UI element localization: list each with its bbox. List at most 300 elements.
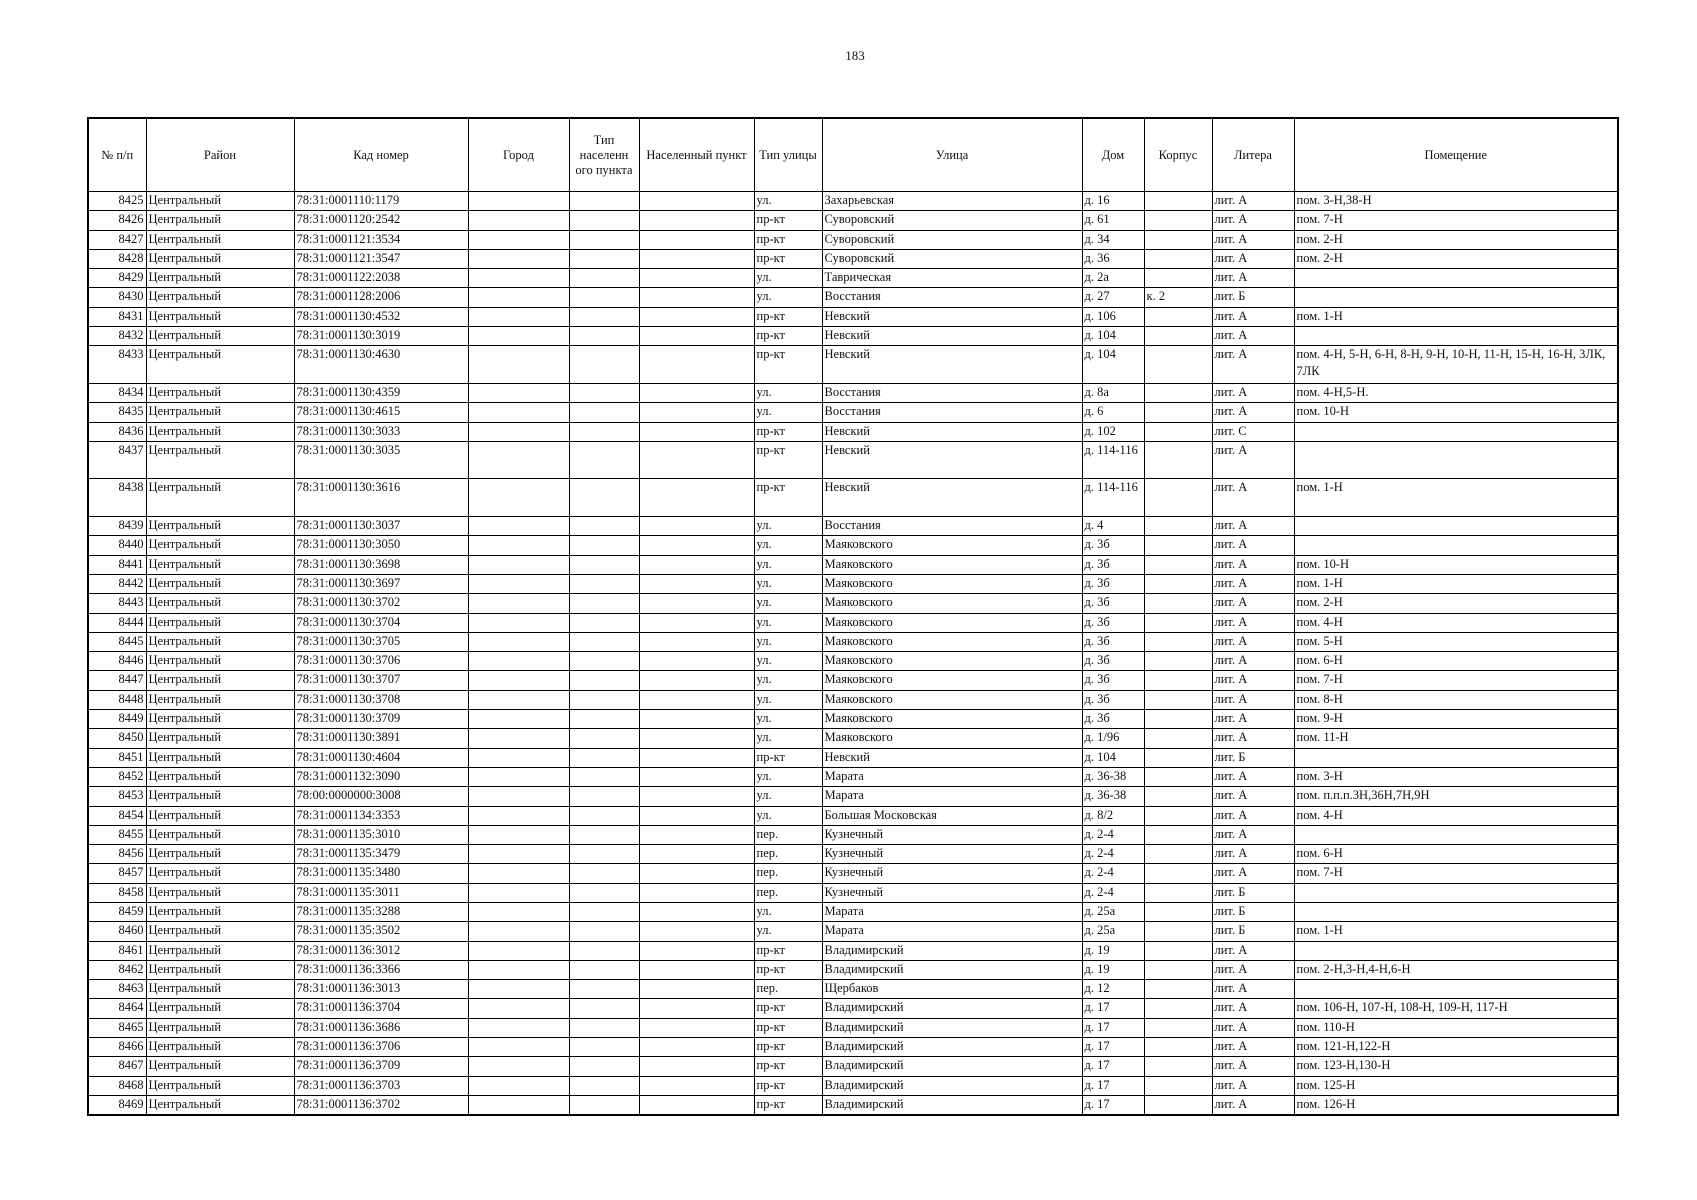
cell-settlement-type (569, 613, 639, 632)
table-row (88, 192, 1618, 211)
cell-district: Центральный (146, 883, 294, 902)
cell-street: Невский (822, 441, 1082, 479)
cell-street-type: ул. (754, 729, 822, 748)
table-row (88, 748, 1618, 767)
cell-house: д. 3б (1082, 671, 1144, 690)
cell-street-type: пр-кт (754, 941, 822, 960)
cell-street-type: пр-кт (754, 1076, 822, 1095)
cell-settlement (639, 729, 754, 748)
cell-street-type: ул. (754, 710, 822, 729)
cell-house: д. 17 (1082, 999, 1144, 1018)
cell-cadastral: 78:31:0001130:3705 (294, 632, 468, 651)
cell-settlement (639, 825, 754, 844)
table-row (88, 346, 1618, 384)
cell-cadastral: 78:31:0001130:3035 (294, 441, 468, 479)
cell-premises: пом. 4-Н (1294, 613, 1618, 632)
cell-city (468, 517, 569, 536)
cell-district: Центральный (146, 825, 294, 844)
cell-settlement (639, 748, 754, 767)
cell-letter: лит. А (1212, 941, 1294, 960)
header-settlement-type: Тип населенн ого пункта (569, 118, 639, 192)
cell-settlement (639, 767, 754, 786)
cell-street-type: пр-кт (754, 960, 822, 979)
cell-settlement (639, 902, 754, 921)
cell-building (1144, 327, 1212, 346)
cell-district: Центральный (146, 230, 294, 249)
cell-building (1144, 671, 1212, 690)
cell-district: Центральный (146, 594, 294, 613)
cell-premises (1294, 327, 1618, 346)
cell-letter: лит. А (1212, 555, 1294, 574)
cell-district: Центральный (146, 1018, 294, 1037)
header-city: Город (468, 118, 569, 192)
cell-settlement (639, 1095, 754, 1115)
cell-street: Маяковского (822, 729, 1082, 748)
cell-city (468, 574, 569, 593)
cell-settlement-type (569, 536, 639, 555)
table-row (88, 690, 1618, 709)
cell-house: д. 3б (1082, 613, 1144, 632)
cell-settlement-type (569, 383, 639, 402)
cell-house: д. 16 (1082, 192, 1144, 211)
cell-cadastral: 78:31:0001136:3704 (294, 999, 468, 1018)
cell-num: 8447 (88, 671, 146, 690)
cell-street-type: пер. (754, 980, 822, 999)
cell-house: д. 17 (1082, 1076, 1144, 1095)
cell-city (468, 748, 569, 767)
cell-city (468, 536, 569, 555)
cell-num: 8441 (88, 555, 146, 574)
cell-building (1144, 403, 1212, 422)
cell-building (1144, 441, 1212, 479)
cell-building (1144, 211, 1212, 230)
cell-house: д. 17 (1082, 1095, 1144, 1115)
table-row (88, 249, 1618, 268)
table-row (88, 211, 1618, 230)
cell-cadastral: 78:31:0001130:3616 (294, 479, 468, 517)
table-row (88, 1076, 1618, 1095)
cell-building (1144, 690, 1212, 709)
cell-premises (1294, 517, 1618, 536)
cell-street-type: пр-кт (754, 1095, 822, 1115)
cell-house: д. 36 (1082, 249, 1144, 268)
cell-building (1144, 1018, 1212, 1037)
cell-premises: пом. 121-Н,122-Н (1294, 1038, 1618, 1057)
cell-house: д. 114-116 (1082, 479, 1144, 517)
table-row (88, 307, 1618, 326)
header-letter: Литера (1212, 118, 1294, 192)
cell-street-type: пр-кт (754, 249, 822, 268)
cell-house: д. 2-4 (1082, 864, 1144, 883)
cell-street: Большая Московская (822, 806, 1082, 825)
cell-cadastral: 78:31:0001136:3706 (294, 1038, 468, 1057)
cell-premises: пом. 1-Н (1294, 307, 1618, 326)
cell-settlement-type (569, 806, 639, 825)
cell-premises: пом. 4-Н, 5-Н, 6-Н, 8-Н, 9-Н, 10-Н, 11-Н, 15-Н, 16-Н, 3ЛК, 7ЛК (1294, 346, 1618, 384)
cell-settlement (639, 1057, 754, 1076)
cell-street-type: пр-кт (754, 211, 822, 230)
registry-table (87, 117, 1619, 1116)
cell-house: д. 2-4 (1082, 825, 1144, 844)
cell-cadastral: 78:31:0001130:3706 (294, 652, 468, 671)
cell-house: д. 3б (1082, 710, 1144, 729)
cell-street: Марата (822, 787, 1082, 806)
cell-street-type: ул. (754, 288, 822, 307)
cell-num: 8453 (88, 787, 146, 806)
cell-cadastral: 78:31:0001122:2038 (294, 269, 468, 288)
cell-settlement-type (569, 211, 639, 230)
cell-premises: пом. 9-Н (1294, 710, 1618, 729)
cell-cadastral: 78:31:0001135:3011 (294, 883, 468, 902)
cell-city (468, 1076, 569, 1095)
cell-city (468, 960, 569, 979)
cell-street-type: ул. (754, 806, 822, 825)
cell-building (1144, 960, 1212, 979)
cell-district: Центральный (146, 403, 294, 422)
cell-letter: лит. А (1212, 806, 1294, 825)
table-row (88, 574, 1618, 593)
cell-building (1144, 230, 1212, 249)
table-row (88, 269, 1618, 288)
cell-num: 8433 (88, 346, 146, 384)
cell-street: Владимирский (822, 1095, 1082, 1115)
cell-letter: лит. А (1212, 517, 1294, 536)
cell-num: 8460 (88, 922, 146, 941)
cell-letter: лит. Б (1212, 748, 1294, 767)
cell-street-type: ул. (754, 574, 822, 593)
cell-settlement (639, 980, 754, 999)
cell-house: д. 12 (1082, 980, 1144, 999)
cell-house: д. 104 (1082, 748, 1144, 767)
cell-cadastral: 78:31:0001130:4359 (294, 383, 468, 402)
cell-district: Центральный (146, 307, 294, 326)
cell-street: Маяковского (822, 690, 1082, 709)
cell-street: Маяковского (822, 536, 1082, 555)
cell-settlement-type (569, 403, 639, 422)
cell-city (468, 690, 569, 709)
header-settlement: Населенный пункт (639, 118, 754, 192)
cell-num: 8450 (88, 729, 146, 748)
cell-settlement-type (569, 288, 639, 307)
cell-premises: пом. 7-Н (1294, 864, 1618, 883)
cell-premises: пом. 5-Н (1294, 632, 1618, 651)
cell-cadastral: 78:31:0001121:3534 (294, 230, 468, 249)
cell-num: 8440 (88, 536, 146, 555)
cell-city (468, 269, 569, 288)
cell-street: Марата (822, 922, 1082, 941)
table-row (88, 536, 1618, 555)
cell-premises: пом. 126-Н (1294, 1095, 1618, 1115)
cell-city (468, 1038, 569, 1057)
cell-city (468, 767, 569, 786)
cell-street: Маяковского (822, 574, 1082, 593)
cell-settlement-type (569, 787, 639, 806)
cell-num: 8426 (88, 211, 146, 230)
cell-settlement (639, 1038, 754, 1057)
cell-cadastral: 78:31:0001135:3480 (294, 864, 468, 883)
cell-house: д. 3б (1082, 536, 1144, 555)
cell-num: 8430 (88, 288, 146, 307)
cell-premises: пом. 7-Н (1294, 671, 1618, 690)
table-row (88, 613, 1618, 632)
cell-district: Центральный (146, 864, 294, 883)
cell-street: Невский (822, 422, 1082, 441)
table-row (88, 902, 1618, 921)
cell-cadastral: 78:31:0001134:3353 (294, 806, 468, 825)
cell-letter: лит. А (1212, 211, 1294, 230)
cell-settlement-type (569, 517, 639, 536)
cell-street-type: пер. (754, 864, 822, 883)
cell-settlement (639, 574, 754, 593)
cell-settlement-type (569, 1076, 639, 1095)
cell-district: Центральный (146, 536, 294, 555)
cell-num: 8442 (88, 574, 146, 593)
cell-premises: пом. 123-Н,130-Н (1294, 1057, 1618, 1076)
cell-city (468, 192, 569, 211)
header-row (88, 118, 1618, 192)
cell-city (468, 307, 569, 326)
cell-num: 8431 (88, 307, 146, 326)
cell-street: Маяковского (822, 652, 1082, 671)
cell-settlement-type (569, 594, 639, 613)
cell-settlement-type (569, 922, 639, 941)
cell-street: Маяковского (822, 710, 1082, 729)
cell-premises: пом. 2-Н (1294, 594, 1618, 613)
table-header (88, 118, 1618, 192)
cell-street-type: ул. (754, 922, 822, 941)
cell-street: Невский (822, 327, 1082, 346)
cell-street-type: ул. (754, 383, 822, 402)
cell-district: Центральный (146, 192, 294, 211)
cell-city (468, 941, 569, 960)
cell-settlement (639, 710, 754, 729)
cell-street: Восстания (822, 288, 1082, 307)
cell-settlement-type (569, 980, 639, 999)
cell-settlement-type (569, 1095, 639, 1115)
cell-settlement-type (569, 845, 639, 864)
cell-num: 8446 (88, 652, 146, 671)
cell-district: Центральный (146, 517, 294, 536)
cell-letter: лит. А (1212, 536, 1294, 555)
cell-premises: пом. 4-Н (1294, 806, 1618, 825)
cell-settlement (639, 613, 754, 632)
cell-district: Центральный (146, 346, 294, 384)
page-number: 183 (845, 48, 865, 63)
cell-premises: пом. 10-Н (1294, 555, 1618, 574)
cell-street: Владимирский (822, 1018, 1082, 1037)
cell-settlement (639, 346, 754, 384)
cell-cadastral: 78:31:0001130:3037 (294, 517, 468, 536)
cell-street: Восстания (822, 383, 1082, 402)
cell-city (468, 902, 569, 921)
table-row (88, 594, 1618, 613)
cell-settlement-type (569, 441, 639, 479)
cell-settlement-type (569, 307, 639, 326)
cell-cadastral: 78:00:0000000:3008 (294, 787, 468, 806)
cell-district: Центральный (146, 806, 294, 825)
cell-num: 8459 (88, 902, 146, 921)
cell-letter: лит. А (1212, 327, 1294, 346)
cell-premises: пом. 2-Н,3-Н,4-Н,6-Н (1294, 960, 1618, 979)
cell-house: д. 104 (1082, 346, 1144, 384)
cell-building (1144, 269, 1212, 288)
cell-street-type: пр-кт (754, 422, 822, 441)
table-row (88, 864, 1618, 883)
cell-settlement (639, 999, 754, 1018)
cell-district: Центральный (146, 960, 294, 979)
cell-premises: пом. 125-Н (1294, 1076, 1618, 1095)
cell-street: Маяковского (822, 671, 1082, 690)
cell-num: 8435 (88, 403, 146, 422)
cell-city (468, 594, 569, 613)
cell-city (468, 652, 569, 671)
cell-district: Центральный (146, 269, 294, 288)
cell-city (468, 422, 569, 441)
table-row (88, 555, 1618, 574)
table-row (88, 441, 1618, 479)
cell-city (468, 922, 569, 941)
cell-street: Кузнечный (822, 845, 1082, 864)
cell-district: Центральный (146, 632, 294, 651)
table-row (88, 479, 1618, 517)
header-num: № п/п (88, 118, 146, 192)
cell-settlement (639, 288, 754, 307)
cell-street-type: пр-кт (754, 479, 822, 517)
header-premises: Помещение (1294, 118, 1618, 192)
cell-settlement-type (569, 346, 639, 384)
cell-settlement-type (569, 941, 639, 960)
cell-settlement (639, 960, 754, 979)
cell-num: 8464 (88, 999, 146, 1018)
table-row (88, 710, 1618, 729)
cell-street-type: пер. (754, 825, 822, 844)
cell-premises: пом. 7-Н (1294, 211, 1618, 230)
cell-premises: пом. 11-Н (1294, 729, 1618, 748)
cell-letter: лит. Б (1212, 902, 1294, 921)
cell-cadastral: 78:31:0001128:2006 (294, 288, 468, 307)
cell-street: Невский (822, 346, 1082, 384)
cell-num: 8463 (88, 980, 146, 999)
table-row (88, 632, 1618, 651)
cell-building (1144, 574, 1212, 593)
cell-num: 8449 (88, 710, 146, 729)
cell-cadastral: 78:31:0001130:4615 (294, 403, 468, 422)
table-row (88, 941, 1618, 960)
cell-premises: пом. 3-Н,38-Н (1294, 192, 1618, 211)
cell-house: д. 61 (1082, 211, 1144, 230)
cell-settlement (639, 845, 754, 864)
table-row (88, 960, 1618, 979)
cell-num: 8444 (88, 613, 146, 632)
table-row (88, 288, 1618, 307)
cell-street: Владимирский (822, 960, 1082, 979)
cell-street-type: пр-кт (754, 1057, 822, 1076)
cell-street-type: пр-кт (754, 1018, 822, 1037)
cell-district: Центральный (146, 574, 294, 593)
cell-street-type: ул. (754, 767, 822, 786)
cell-settlement-type (569, 652, 639, 671)
cell-num: 8466 (88, 1038, 146, 1057)
cell-settlement (639, 249, 754, 268)
cell-letter: лит. А (1212, 825, 1294, 844)
cell-district: Центральный (146, 1095, 294, 1115)
table-row (88, 729, 1618, 748)
cell-city (468, 1018, 569, 1037)
cell-settlement (639, 864, 754, 883)
cell-settlement-type (569, 192, 639, 211)
cell-num: 8456 (88, 845, 146, 864)
cell-street-type: ул. (754, 192, 822, 211)
cell-street: Марата (822, 767, 1082, 786)
cell-cadastral: 78:31:0001130:4630 (294, 346, 468, 384)
cell-settlement (639, 517, 754, 536)
cell-street-type: ул. (754, 269, 822, 288)
cell-num: 8443 (88, 594, 146, 613)
cell-house: д. 2а (1082, 269, 1144, 288)
cell-city (468, 864, 569, 883)
cell-letter: лит. А (1212, 594, 1294, 613)
cell-premises (1294, 825, 1618, 844)
cell-settlement-type (569, 269, 639, 288)
cell-letter: лит. А (1212, 632, 1294, 651)
header-building: Корпус (1144, 118, 1212, 192)
table-row (88, 1038, 1618, 1057)
cell-settlement-type (569, 249, 639, 268)
cell-building (1144, 383, 1212, 402)
cell-settlement (639, 269, 754, 288)
cell-settlement (639, 1018, 754, 1037)
cell-building (1144, 594, 1212, 613)
cell-city (468, 1057, 569, 1076)
cell-letter: лит. А (1212, 574, 1294, 593)
cell-settlement (639, 594, 754, 613)
cell-house: д. 1/96 (1082, 729, 1144, 748)
cell-premises (1294, 441, 1618, 479)
cell-street-type: ул. (754, 613, 822, 632)
cell-premises (1294, 883, 1618, 902)
cell-num: 8438 (88, 479, 146, 517)
table-row (88, 327, 1618, 346)
table-row (88, 883, 1618, 902)
cell-district: Центральный (146, 767, 294, 786)
cell-street: Суворовский (822, 230, 1082, 249)
cell-house: д. 6 (1082, 403, 1144, 422)
cell-settlement (639, 941, 754, 960)
cell-settlement-type (569, 960, 639, 979)
cell-cadastral: 78:31:0001135:3010 (294, 825, 468, 844)
cell-street: Маяковского (822, 555, 1082, 574)
cell-num: 8428 (88, 249, 146, 268)
cell-cadastral: 78:31:0001130:3033 (294, 422, 468, 441)
cell-num: 8451 (88, 748, 146, 767)
cell-district: Центральный (146, 787, 294, 806)
cell-settlement-type (569, 690, 639, 709)
cell-building (1144, 555, 1212, 574)
cell-letter: лит. А (1212, 1076, 1294, 1095)
cell-premises: пом. п.п.п.3Н,36Н,7Н,9Н (1294, 787, 1618, 806)
cell-city (468, 249, 569, 268)
cell-letter: лит. А (1212, 960, 1294, 979)
cell-street: Марата (822, 902, 1082, 921)
cell-house: д. 3б (1082, 555, 1144, 574)
cell-street-type: ул. (754, 690, 822, 709)
cell-settlement (639, 211, 754, 230)
cell-street-type: ул. (754, 594, 822, 613)
cell-district: Центральный (146, 1038, 294, 1057)
cell-letter: лит. А (1212, 845, 1294, 864)
cell-building (1144, 883, 1212, 902)
cell-cadastral: 78:31:0001110:1179 (294, 192, 468, 211)
